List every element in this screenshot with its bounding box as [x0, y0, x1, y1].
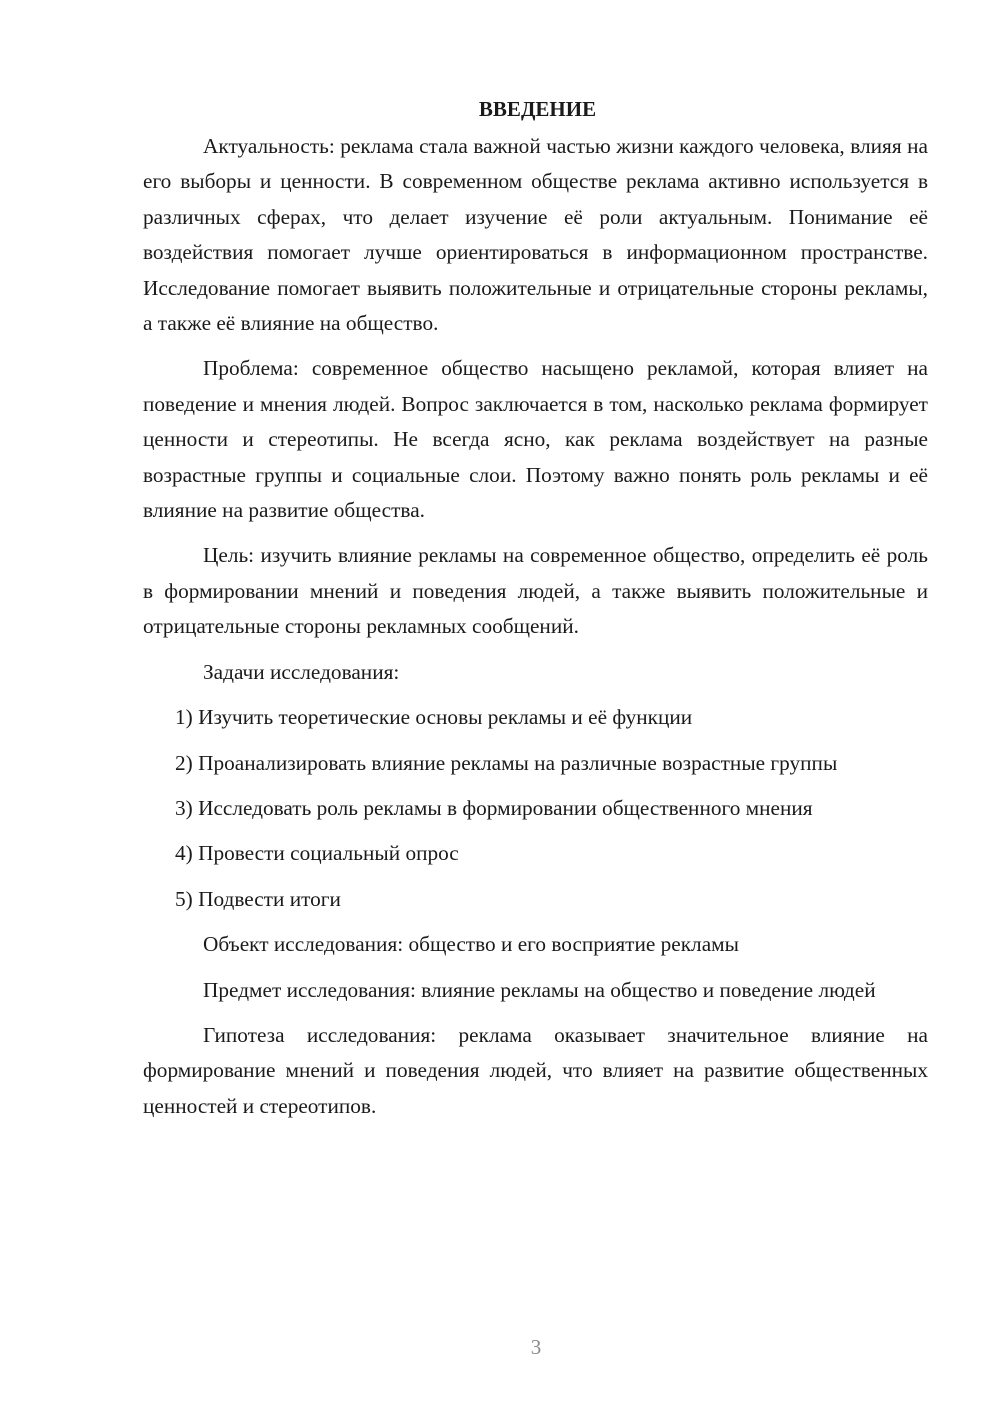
task-item-4: 4) Провести социальный опрос: [175, 841, 459, 866]
subject-paragraph: Предмет исследования: влияние рекламы на общество и поведение людей: [203, 977, 876, 1002]
section-title: ВВЕДЕНИЕ: [478, 97, 597, 121]
task-item-2: 2) Проанализировать влияние рекламы на различные возрастные группы: [175, 750, 838, 775]
hypothesis-paragraph: Гипотеза исследования: реклама оказывает значительное влияние на формирование мнений и поведения людей, что влияет на развитие общественных ценностей и стереотипов.: [143, 1022, 928, 1118]
tasks-heading: Задачи исследования:: [203, 659, 400, 684]
relevance-paragraph: Актуальность: реклама стала важной частью жизни каждого человека, влияя на его выборы и ценности. В современном обществе реклама активно используется в различных сферах, что делает изучение её роли актуальным. Понимание её воздействия помогает лучше ориентироваться в информационном пространстве. Исследование помогает выявить положительные и отрицательные стороны рекламы, а также её влияние на общество.: [143, 134, 928, 336]
object-paragraph: Объект исследования: общество и его восприятие рекламы: [203, 932, 739, 957]
goal-paragraph: Цель: изучить влияние рекламы на современное общество, определить её роль в формировании мнений и поведения людей, а также выявить положительные и отрицательные стороны рекламных сообщений.: [143, 543, 928, 639]
task-item-1: 1) Изучить теоретические основы рекламы и её функции: [175, 705, 693, 730]
problem-paragraph: Проблема: современное общество насыщено рекламой, которая влияет на поведение и мнения людей. Вопрос заключается в том, насколько реклама формирует ценности и стереотипы. Не всегда ясно, как реклама воздействует на разные возрастные группы и социальные слои. Поэтому важно понять роль рекламы и её влияние на развитие общества.: [143, 356, 928, 523]
page-number: 3: [530, 1335, 542, 1359]
task-item-3: 3) Исследовать роль рекламы в формировании общественного мнения: [175, 795, 813, 820]
task-item-5: 5) Подвести итоги: [175, 886, 341, 911]
document-page: [143, 92, 928, 1134]
